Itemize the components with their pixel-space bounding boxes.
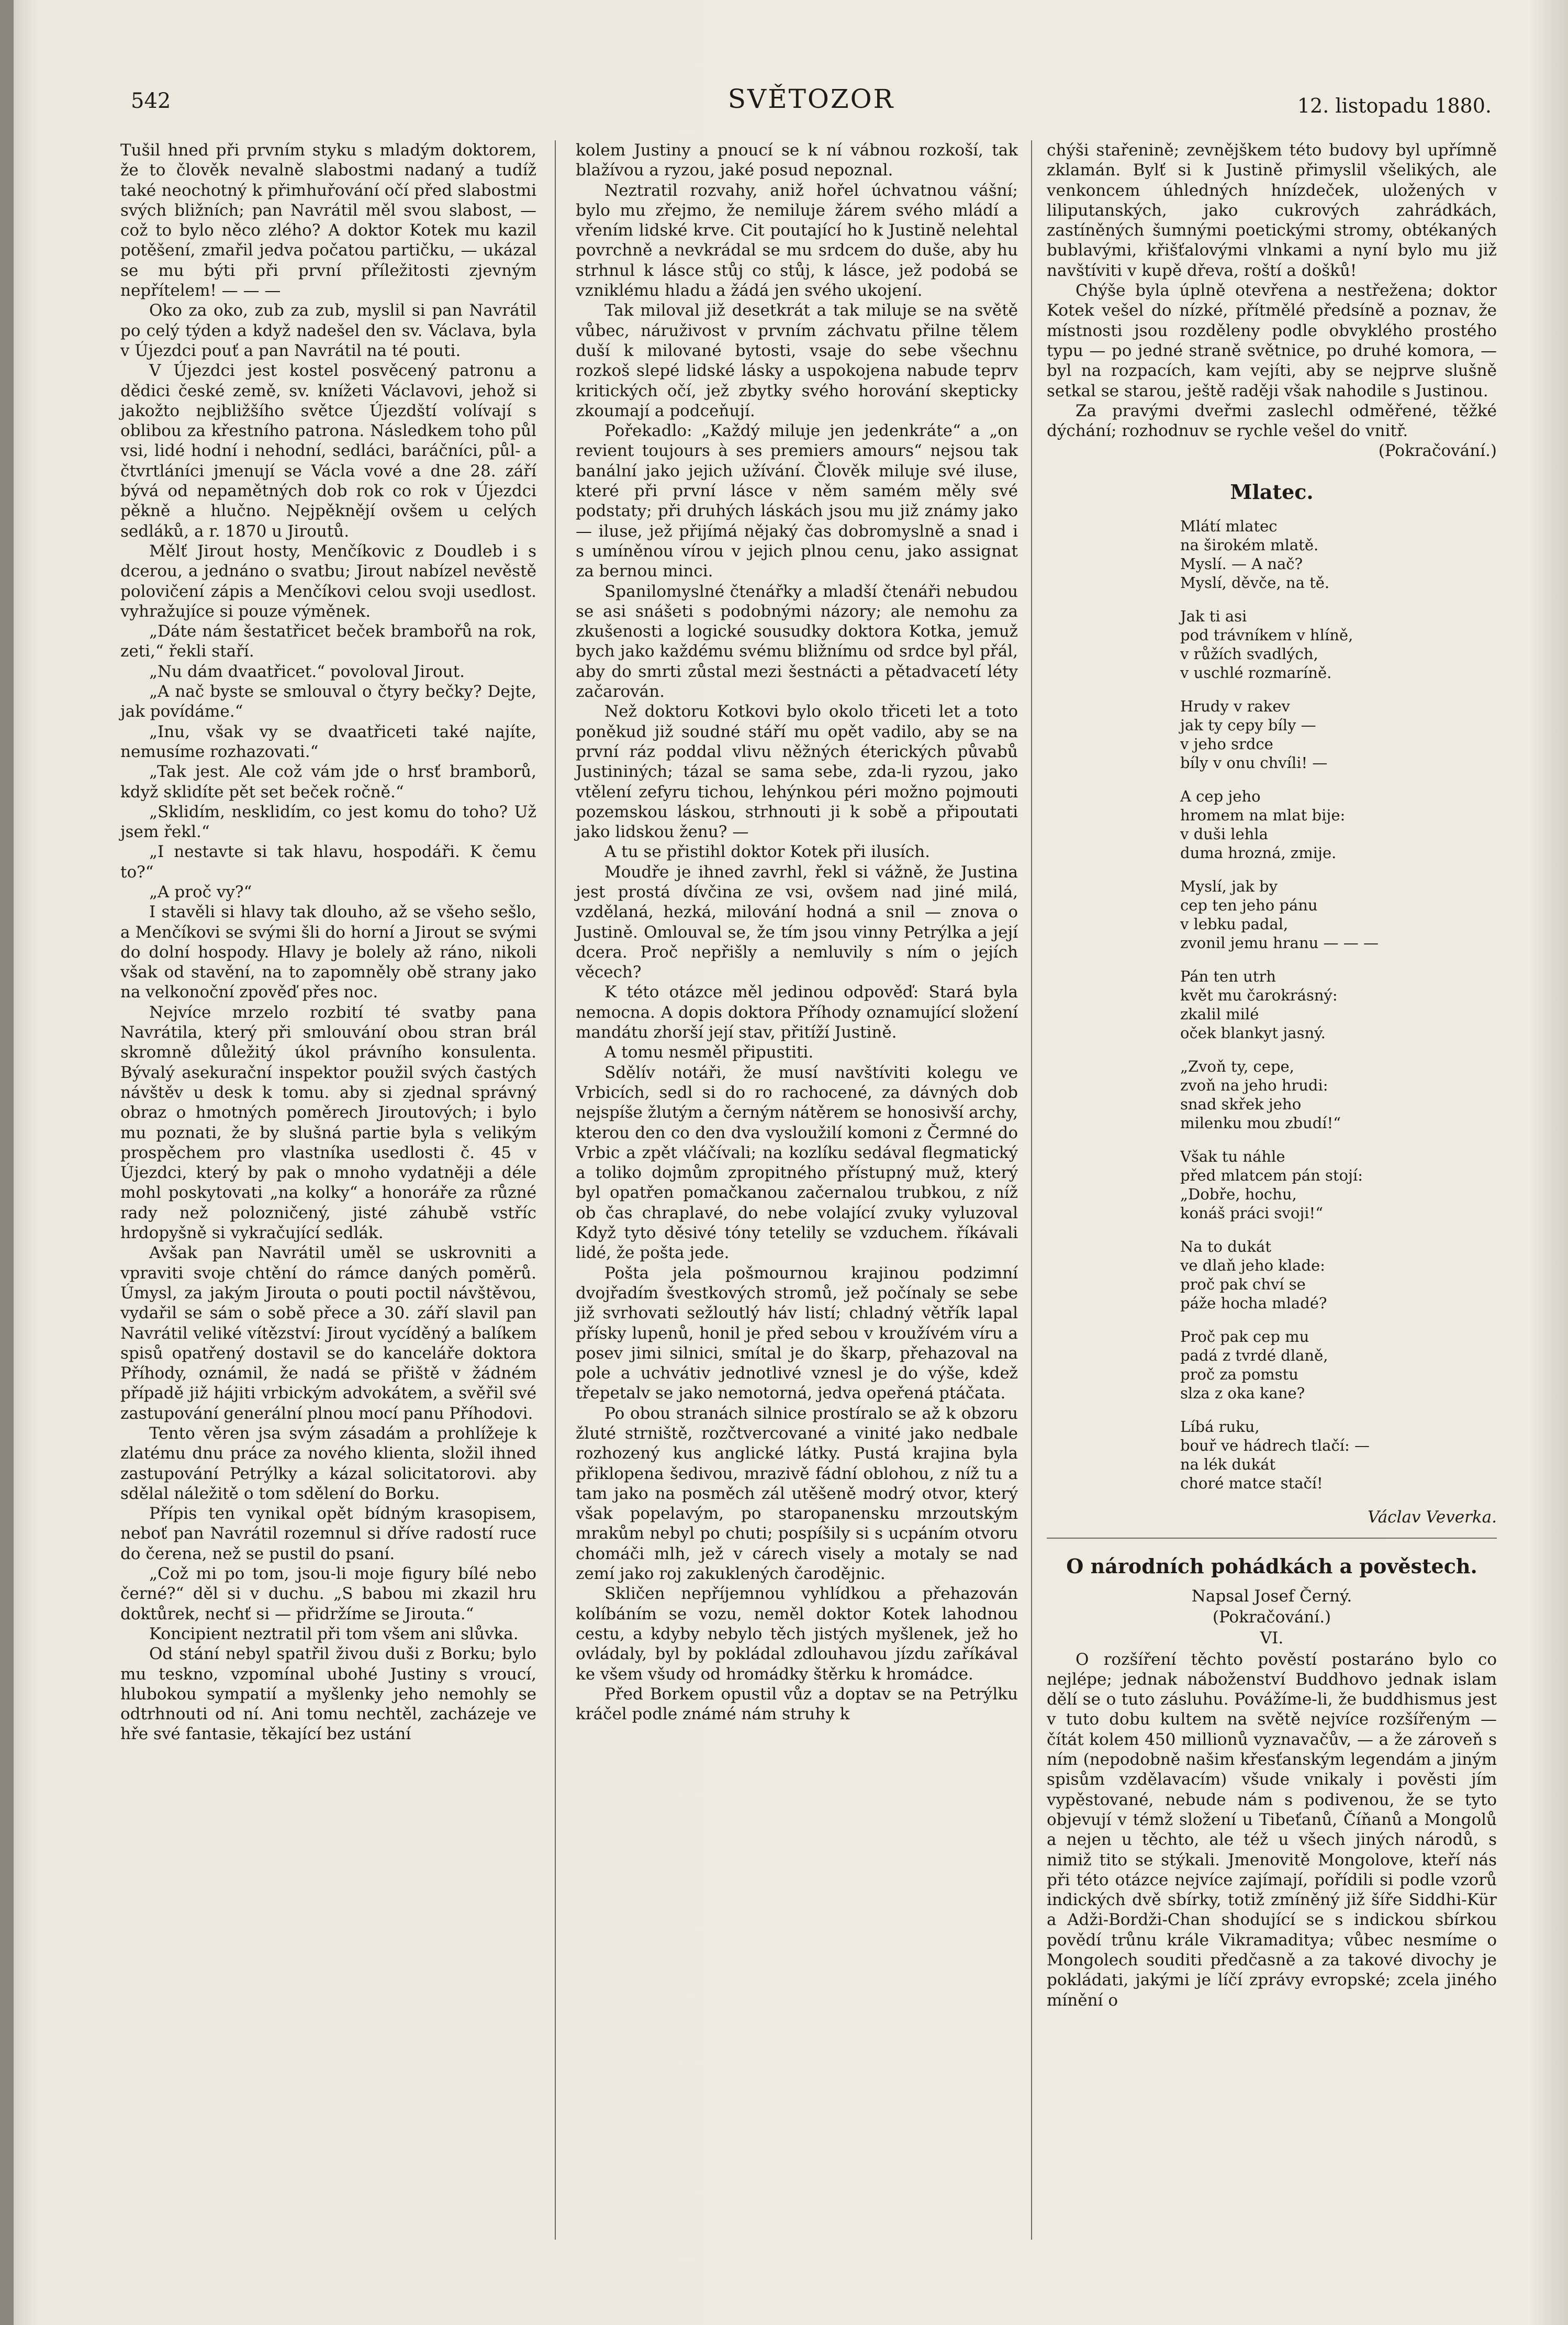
verse: v uschlé rozmaríně. [1180,664,1332,682]
issue-date: 12. listopadu 1880. [1297,94,1492,117]
paragraph: Skličen nepříjemnou vyhlídkou a přehazován kolíbáním se vozu, neměl doktor Kotek lahodnou cestu, a kdyby nebylo těch jistých myšlenek, jež ho ovládaly, byl by pokládal zdlouhavou jízdu zaříkával ke všem všudy od hromádky štěrku k hromádce. [576,1584,1018,1684]
paragraph: Než doktoru Kotkovi bylo okolo třiceti let a toto poněkud již soudné stáří mu opět vadilo, aby se na první ráz poddal vlivu něžných éterických půvabů Justininých; tázal se sama sebe, zda-li ryzou, jako vtělení zefyru tichou, lehýnkou péri možno pojmouti pozemskou láskou, strhnouti ji k sobě a připoutati jako lidskou ženu? — [576,702,1018,842]
paragraph: chýši stařenině; zevnějškem této budovy byl upřímně zklamán. Bylť si k Justině přimyslil všelikých, ale venkoncem úhledných hnízdeček, uložených v liliputanských, jako cukrových zahrádkách, zastíněných šumnými poetickými stromy, obtékaných bublavými, křišťalovými vlnkami a nyní bylo mu již navštíviti v kupě dřeva, roští a došků! [1047,141,1497,280]
section-number: VI. [1260,1629,1284,1648]
verse: v lebku padal, [1180,915,1289,933]
verse: Myslí, děvče, na tě. [1180,574,1330,592]
verse: A cep jeho [1180,787,1261,806]
paragraph: Mělť Jirout hosty, Menčíkovic z Doudleb i s dcerou, a jednáno o svatbu; Jirout nabízel nevěstě polovičení zápis a Menčíkovi celou svoji usedlost. vyhražujíce si pouze výměnek. [120,541,536,621]
verse: Líbá ruku, [1180,1418,1260,1436]
verse: oček blankyt jasný. [1180,1024,1326,1042]
paragraph: Chýše byla úplně otevřena a nestřežena; doktor Kotek vešel do nízké, přítmělé předsíně a poznav, že místnosti jsou rozděleny podle obvyklého prostého typu — po jedné straně světnice, po druhé komora, — byl na rozpacích, kam vejíti, aby se nejprve slušně setkal se starou, ještě raději však nahodile s Justinou. [1047,281,1497,401]
verse: bíly v onu chvíli! — [1180,754,1328,772]
poem-stanza [1047,1417,1497,1493]
paragraph: „Což mi po tom, jsou-li moje figury bílé nebo černé?“ děl si v duchu. „S babou mi zkazil hru doktůrek, nechť si — přidržíme se Jirouta.“ [120,1564,536,1623]
verse: Myslí, jak by [1180,877,1278,896]
paragraph: Moudře je ihned zavrhl, řekl si vážně, že Justina jest prostá dívčina ze vsi, ovšem nad jiné milá, vzdělaná, hezká, milování hodná a snil — znova o Justině. Omlouval se, že tím jsou vinny Petrýlka a její dcera. Proč nepřišly a nemluvily s ním o jejích věcech? [576,862,1018,982]
article-title: O národních pohádkách a pověstech. [1066,1554,1477,1578]
paragraph: Od stání nebyl spatřil živou duši z Borku; bylo mu teskno, vzpomínal ubohé Justiny s vroucí, hlubokou sympatií a myšlenky jeho nemohly se odtrhnouti od ní. Ani tomu nechtěl, zacházeje ve hře své fantasie, těkající bez ustání [120,1644,536,1744]
verse: slza z oka kane? [1180,1384,1305,1403]
verse: choré matce stačí! [1180,1474,1323,1493]
paragraph: Oko za oko, zub za zub, myslil si pan Navrátil po celý týden a když nadešel den sv. Václava, byla v Újezdci pouť a pan Navrátil na té pouti. [120,301,536,360]
verse: pod trávníkem v hlíně, [1180,626,1353,644]
paragraph: „Nu dám dvaatřicet.“ povoloval Jirout. [149,662,465,681]
verse: milenku mou zbudí!“ [1180,1114,1341,1132]
paragraph: Sdělív notáři, že musí navštíviti kolegu ve Vrbicích, sedl si do ro rachocené, za dávných dob nejspíše žlutým a černým nátěrem se honosivší archy, kterou den co den dva vysloužilí komoni z Čermné do Vrbic a zpět vláčívali; na kozlíku sedával flegmatický a toliko dojmům zpropitného přístupný muž, který byl opatřen pomačkanou začernalou trubkou, z níž ob čas chraplavé, do nebe volající zvuky vyluzoval Když tyto děsivé tóny tetelily se vzduchem. říkávali lidé, že pošta jede. [576,1063,1018,1263]
column-divider [1031,140,1032,2240]
verse: cep ten jeho pánu [1180,896,1318,915]
verse: Na to dukát [1180,1238,1271,1256]
poem-stanza [1047,697,1497,772]
verse: v jeho srdce [1180,735,1273,753]
poem-stanza [1047,967,1497,1042]
continuation-note: (Pokračování.) [1378,441,1497,461]
verse: na lék dukát [1180,1455,1276,1474]
verse: Hrudy v rakev [1180,697,1290,716]
paragraph: I stavěli si hlavy tak dlouho, až se všeho sešlo, a Menčíkovi se svými šli do horní a Jirout se svými do dolní hospody. Hlavy je bolely až ráno, nikoli však od stavění, na to zapomněly obě strany jako na velkonoční zpověď přes noc. [120,903,536,1002]
poem-stanza [1047,1057,1497,1132]
poem-stanza [1047,607,1497,682]
poem-stanza [1047,1237,1497,1312]
paragraph: Nejvíce mrzelo rozbití té svatby pana Navrátila, který při smlouvání obou stran brál skromně důležitý úkol právního konsulenta. Bývalý asekurační inspektor použil svých častých návštěv u desk k tomu. aby si zjednal správný obraz o hmotných poměrech Jiroutových; i bylo mu poznati, že by slušná partie byla s velikým prospěchem pro vlastníka usedlosti č. 45 v Újezdci, který by pak o mnoho vydatněji a déle mohl poskytovati „na kolky“ a honoráře za různé rady než polozničený, jisté záhubě vstříc hrdopyšně si vykračující sedlák. [120,1003,536,1243]
verse: proč pak chví se [1180,1275,1306,1294]
verse: „Zvoň ty, cepe, [1180,1058,1294,1076]
article-continuation: (Pokračování.) [1212,1607,1331,1627]
verse: hromem na mlat bije: [1180,806,1346,825]
paragraph: Neztratil rozvahy, aniž hořel úchvatnou vášní; bylo mu zřejmo, že nemiluje žárem svého mládí a vřením lidské krve. Cit poutající ho k Justině nelehtal povrchně a nevkrádal se mu srdcem do duše, aby hu strhnul k lásce stůj co stůj, k lásce, jež podobá se vzniklému hladu a žádá jen svého ukojení. [576,181,1018,301]
poem-title: Mlatec. [1230,480,1314,504]
verse: květ mu čarokrásný: [1180,986,1338,1005]
verse: padá z tvrdé dlaně, [1180,1347,1328,1365]
section-divider [1047,1538,1497,1539]
poem-author: Václav Veverka. [1368,1508,1497,1527]
verse: zkalil milé [1180,1005,1259,1024]
paragraph: Za pravými dveřmi zaslechl odměřené, těžké dýchání; rozhodnuv se rychle vešel do vnitř. [1047,401,1497,441]
paragraph: Tušil hned při prvním styku s mladým doktorem, že to člověk nevalně slabostmi nadaný a tudíž také neochotný k přimhuřování očí před slabostmi svých bližních; pan Navrátil měl svou slabost, — což to bylo něco zlého? A doktor Kotek mu kazil potěšení, zmařil jedva počatou partičku, — ukázal se mu býti při první příležitosti zjevným nepřítelem! — — — [120,141,536,301]
poem [1047,517,1497,1493]
verse: bouř ve hádrech tlačí: — [1180,1437,1370,1455]
paragraph: „A nač byste se smlouval o čtyry bečky? Dejte, jak povídáme.“ [120,682,536,721]
verse: snad skřek jeho [1180,1095,1302,1114]
paragraph: A tu se přistihl doktor Kotek při ilusích. [604,842,930,862]
paragraph: „Dáte nám šestatřicet beček brambořů na rok, zeti,“ řekli staří. [120,622,536,661]
verse: ve dlaň jeho klade: [1180,1256,1325,1275]
verse: duma hrozná, zmije. [1180,844,1337,862]
paragraph: „I nestavte si tak hlavu, hospodáři. K čemu to?“ [120,842,536,882]
paragraph: O rozšíření těchto pověstí postaráno bylo co nejlépe; jednak náboženství Buddhovo jednak islam dělí se o tuto zásluhu. Povážíme-li, že buddhismus jest v tuto dobu kultem na světě nejvíce rozšířeným — čítát kolem 450 millionů vyznavačův, — a že zároveň s ním (nepodobně našim křesťanským legendám a jiným spisům vzdělavacím) všude vnikaly i pověsti jím vypěstované, nebude nám s podivenou, že se tyto objevují v témž složení u Tibeťanů, Číňanů a Mongolů a nejen u těchto, ale též u všech jiných národů, s nimiž tito se stýkali. Jmenovitě Mongolove, kteří nás při této otázce nejvíce zajímají, pořídili si podle vzorů indických dvě sbírky, totiž zmíněný již šíře Siddhi-Kür a Adži-Bordži-Chan shodující se s indickou sbírkou povědí trůnu krále Vikramaditya; vůbec nesmíme o Mongolech souditi předčasně a za takové divochy je pokládati, jakými je líčí zprávy evropské; zcela jiného mínění o [1047,1650,1497,2010]
verse: Jak ti asi [1180,607,1247,626]
verse: „Dobře, hochu, [1180,1185,1297,1204]
verse: Mlátí mlatec [1180,517,1278,536]
column-2 [576,140,1018,1724]
periodical-title: SVĚTOZOR [727,84,895,114]
verse: Pán ten utrh [1180,967,1276,986]
paragraph: kolem Justiny a pnoucí se k ní vábnou rozkoší, tak blažívou a ryzou, jaké posud nepoznal. [576,141,1018,180]
verse: páže hocha mladé? [1180,1294,1327,1312]
verse: v duši lehla [1180,825,1268,843]
paragraph: Pořekadlo: „Každý miluje jen jedenkráte“ a „on revient toujours à ses premiers amours“ nejsou tak banální jako jejich užívání. Člověk miluje své iluse, které při první lásce v něm samém měly své podstaty; při druhých láskách jsou mu již známy jako — iluse, jež přijímá nějaký čas dobromyslně a snad i s umíněnou vírou v jejich plnou cenu, jako assignat za bernou minci. [576,421,1018,581]
paragraph: „Inu, však vy se dvaatřiceti také najíte, nemusíme rozhazovati.“ [120,722,536,761]
poem-stanza [1047,1147,1497,1222]
verse: jak ty cepy bíly — [1180,716,1316,735]
paragraph: Tak miloval již desetkrát a tak miluje se na světě vůbec, náruživost v prvním záchvatu přilne tělem duší k milované bytosti, vsaje do sebe všechnu rozkoš slepé lidské lásky a uspokojena nabude teprv kritických očí, jež zbytky svého horování skepticky zkoumají a podceňují. [576,301,1018,420]
column-divider [555,140,556,2240]
paragraph: „Sklidím, nesklidím, co jest komu do toho? Už jsem řekl.“ [120,802,536,842]
verse: proč za pomstu [1180,1365,1298,1384]
paragraph: Koncipient neztratil při tom všem ani slůvka. [149,1624,519,1643]
verse: Však tu náhle [1180,1148,1285,1166]
poem-stanza [1047,517,1497,592]
paragraph: Pošta jela pošmournou krajinou podzimní dvojřadím švestkových stromů, jež počínaly se sebe již svrhovati sežloutlý háv listí; chladný větřík lapal přísky lupenů, honil je před sebou v kroužívém víru a posev jimi silnici, smítal je do škarp, přehazoval na pole a uchvátiv jednotlivé vznesl je do výše, kdež třepetalv se jako nemotorná, jedva opeřená ptáčata. [576,1263,1018,1403]
verse: na širokém mlatě. [1180,536,1319,554]
column-1 [120,140,536,1744]
column-3 [1047,140,1497,2010]
verse: zvonil jemu hranu — — — [1180,934,1379,952]
poem-stanza [1047,787,1497,862]
page-header [120,79,1502,120]
verse: konáš práci svoji!“ [1180,1204,1324,1222]
paragraph: „Tak jest. Ale což vám jde o hrsť bramborů, když sklidíte pět set beček ročně.“ [120,762,536,802]
paragraph: Spanilomyslné čtenářky a mladší čtenáři nebudou se asi snášeti s podobnými názory; ale nemohu za zkušenosti a logické sousudky doktora Kotka, jemuž bych jako každému svému bližnímu od srdce byl přál, aby do smrti zůstal mezi šestnácti a pětadvacetí léty začarován. [576,582,1018,702]
paragraph: Avšak pan Navrátil uměl se uskrovniti a vpraviti svoje chtění do rámce daných poměrů. Úmysl, za jakým Jirouta o pouti poctil návštěvou, vydařil se sám o sobě přece a 30. září slavil pan Navrátil veliké vítězství: Jirout vycíděný a balíkem spisů opatřený dostavil se do kanceláře doktora Příhody, oznámil, že nadá se přiště v žádném případě již hájiti vrbickým advokátem, a svěřil své zastupování generální plnou mocí panu Příhodovi. [120,1243,536,1423]
paragraph: Po obou stranách silnice prostíralo se až k obzoru žluté strniště, rozčtvercované a vinité jako nedbale rozhozený kus anglické látky. Pustá krajina byla přiklopena šedivou, mrazivě fádní oblohou, z níž tu a tam jako na posměch zál utěšeně modrý otvor, který však popelavým, po staropanensku mrzoutským mrakům nebyl po chuti; pospíšily si s ucpáním otvoru chomáči mlh, jež v cárech visely a motaly se nad zemí jako roj zakuklených čarodějnic. [576,1404,1018,1584]
verse: před mlatcem pán stojí: [1180,1166,1363,1185]
verse: v růžích svadlých, [1180,645,1318,663]
page-number: 542 [131,89,171,113]
paragraph: K této otázce měl jedinou odpověď: Stará byla nemocna. A dopis doktora Příhody oznamující složení mandátu zhorší její stav, přitíží Justině. [576,983,1018,1042]
poem-stanza [1047,877,1497,952]
article-byline: Napsal Josef Černý. [1191,1586,1352,1606]
paragraph: Přípis ten vynikal opět bídným krasopisem, neboť pan Navrátil rozemnul si dříve radostí ruce do čerena, než se pustil do psaní. [120,1504,536,1563]
verse: Myslí. — A nač? [1180,555,1303,573]
paragraph: V Újezdci jest kostel posvěcený patronu a dědici české země, sv. knížeti Václavovi, jehož si jakožto nejbližšího světce Újezdští volívají s oblibou za křestního patrona. Následkem toho půl vsi, lidé hodní i nehodní, sedláci, baráčníci, půl- a čtvrtláníci jmenují se Václa vové a dne 28. září bývá od nepamětných dob rok co rok v Újezdci pěkně a hlučno. Nejpěknějí ovšem u celých sedláků, a r. 1870 u Jiroutů. [120,361,536,541]
book-spine-edge [0,0,14,2325]
paragraph: Tento věren jsa svým zásadám a prohlížeje k zlatému dnu práce za nového klienta, složil ihned zastupování Petrýlky a kázal solicitatorovi. aby sdělal náležitě o tom sdělení do Borku. [120,1424,536,1503]
paragraph: A tomu nesměl připustiti. [604,1043,814,1062]
paragraph: Před Borkem opustil vůz a doptav se na Petrýlku kráčel podle známé nám struhy k [576,1684,1018,1724]
verse: Proč pak cep mu [1180,1328,1309,1346]
verse: zvoň na jeho hrudi: [1180,1076,1328,1095]
poem-stanza [1047,1327,1497,1403]
paragraph: „A proč vy?“ [149,882,252,902]
